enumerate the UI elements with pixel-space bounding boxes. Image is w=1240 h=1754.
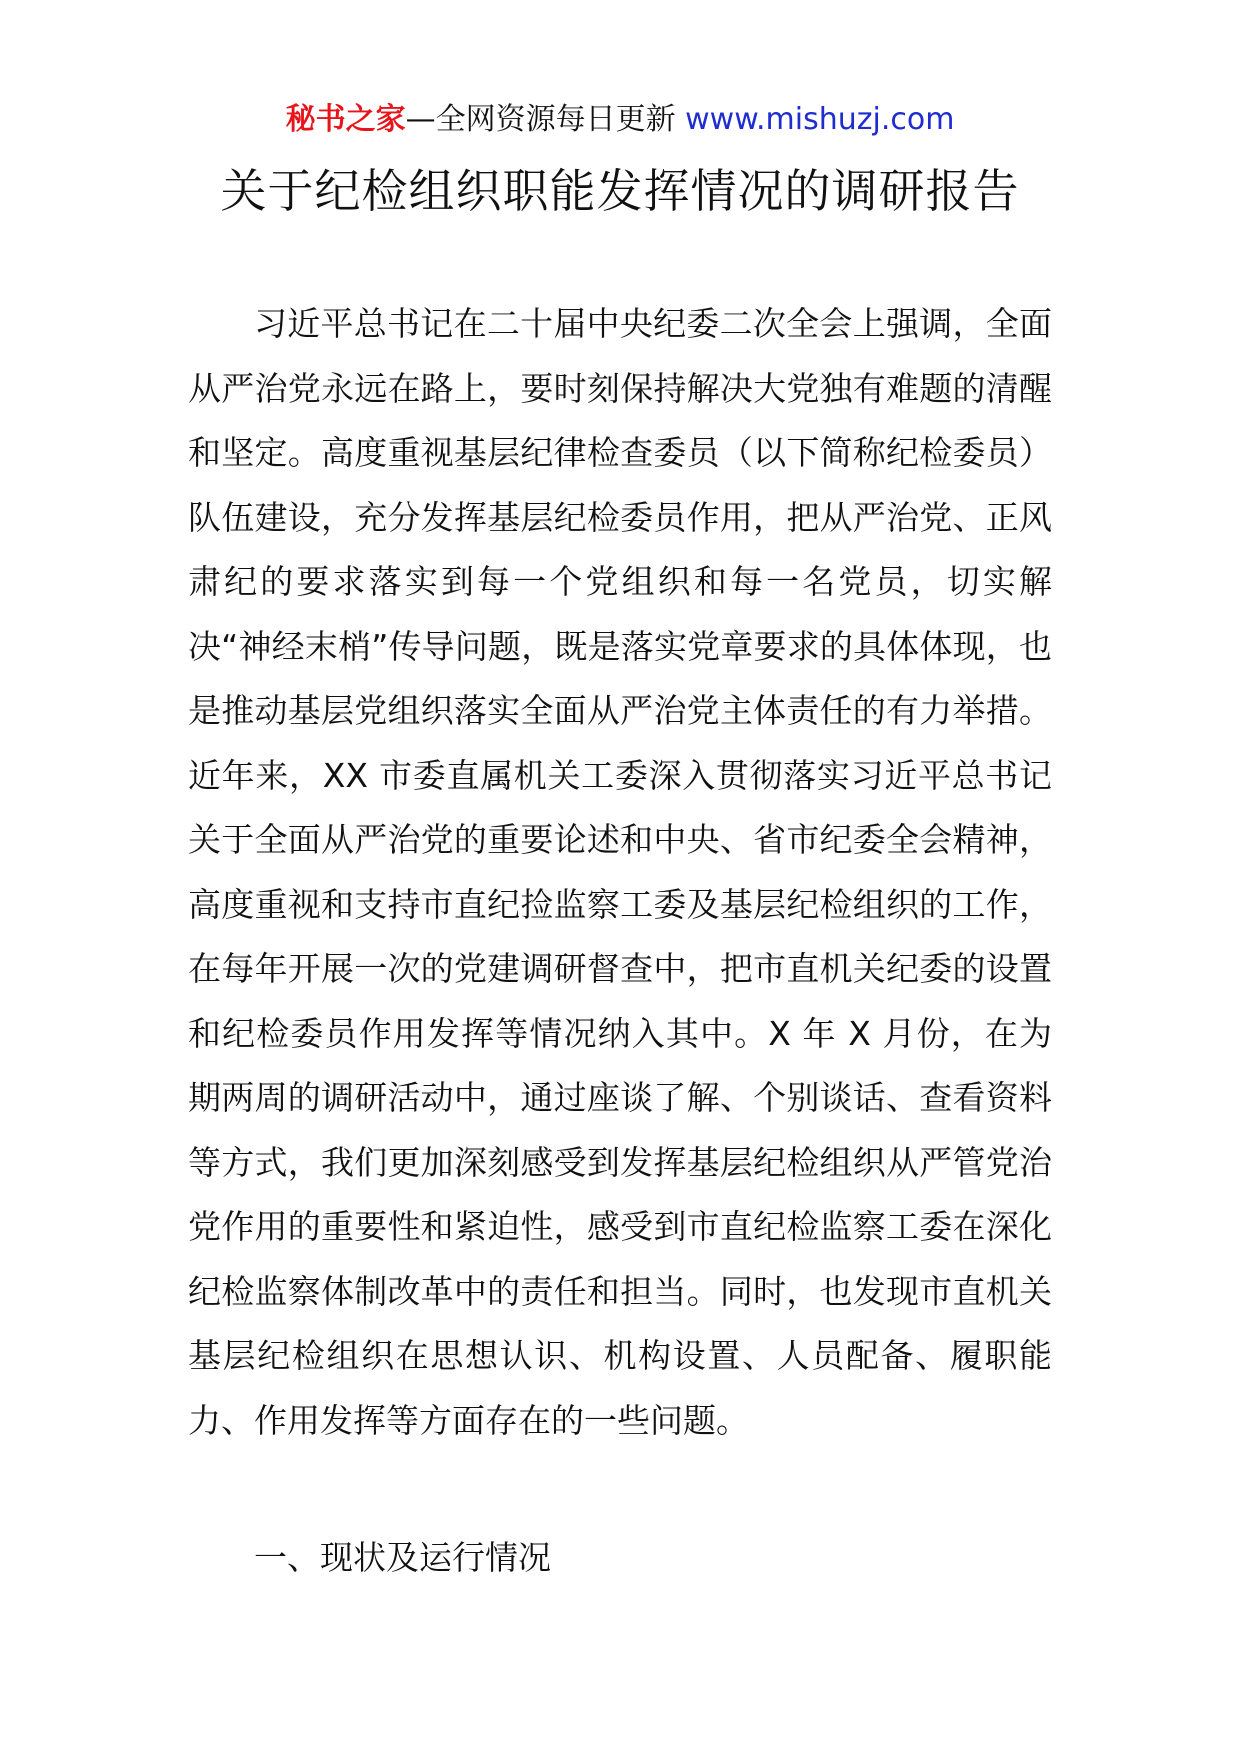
body-paragraph: 习近平总书记在二十届中央纪委二次全会上强调，全面从严治党永远在路上，要时刻保持解决大党独有难题的清醒和坚定。高度重视基层纪律检查委员（以下简称纪检委员）队伍建设，充分发挥基层纪检委员作用，把从严治党、正风肃纪的要求落实到每一个党组织和每一名党员，切实解决“神经末梢”传导问题，既是落实党章要求的具体体现，也是推动基层党组织落实全面从严治党主体责任的有力举措。近年来，XX 市委直属机关工委深入贯彻落实习近平总书记关于全面从严治党的重要论述和中央、省市纪委全会精神，高度重视和支持市直纪捡监察工委及基层纪检组织的工作，在每年开展一次的党建调研督查中，把市直机关纪委的设置和纪检委员作用发挥等情况纳入其中。X 年 X 月份，在为期两周的调研活动中，通过座谈了解、个别谈话、查看资料等方式，我们更加深刻感受到发挥基层纪检组织从严管党治党作用的重要性和紧迫性，感受到市直纪检监察工委在深化纪检监察体制改革中的责任和担当。同时，也发现市直机关基层纪检组织在思想认识、机构设置、人员配备、履职能力、作用发挥等方面存在的一些问题。 bbox=[188, 304, 1052, 1440]
header-banner bbox=[0, 100, 1240, 140]
section-heading: 一、现状及运行情况 bbox=[254, 1538, 551, 1577]
document-title: 关于纪检组织职能发挥情况的调研报告 bbox=[220, 164, 1020, 218]
header-slogan: —全网资源每日更新 bbox=[405, 102, 686, 137]
brand-name: 秘书之家 bbox=[285, 102, 406, 137]
site-url-link[interactable]: www.mishuzj.com bbox=[685, 102, 955, 137]
